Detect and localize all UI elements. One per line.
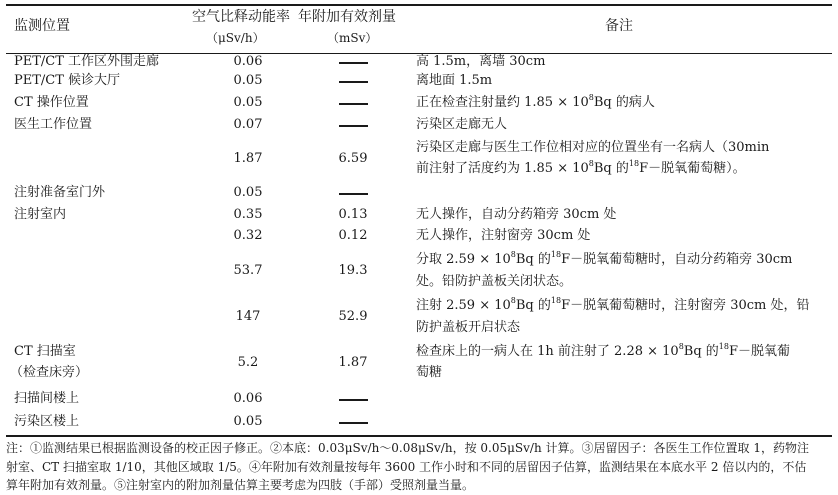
row-rate: 0.05 [233,95,263,110]
row-dose-dash [339,422,368,424]
footnote-line3: 算年附加有效剂量。⑤注射室内的附加剂量估算主要考虑为四肢（手部）受照剂量当量。 [6,478,475,492]
row-dose: 0.13 [338,207,368,222]
row-note: 高 1.5m，离墙 30cm [416,54,546,69]
row-rate: 0.05 [233,73,263,88]
row-rate: 53.7 [233,263,263,278]
footnote-line2: 射室、CT 扫描室取 1/10，其他区域取 1/5。④年附加有效剂量按每年 3600 工作小时和不同的居留因子估算，监测结果在本底水平 2 倍以内的，不估 [6,460,807,474]
row-location: CT 操作位置 [14,95,89,110]
row-rate: 147 [235,309,261,324]
row-note-line1: 注射 $2.59 \times 10^8Bq$ 的$^{18}$F－脱氧葡萄糖时，注射窗旁 30cm 处，铅 [416,296,810,313]
header-annual-dose-unit: （mSv） [327,31,378,45]
row-note: 无人操作，自动分药箱旁 30cm 处 [416,207,617,222]
row-rate: 1.87 [233,151,263,166]
row-note-line1: 污染区走廊与医生工作位相对应的位置坐有一名病人（30min [416,140,770,155]
row-dose: 19.3 [338,263,368,278]
row-location: 污染区楼上 [14,414,80,429]
row-dose-dash [339,103,368,105]
row-note-line1: 检查床上的一病人在 1h 前注射了 $2.28 \times 10^8Bq$ 的$^{18}$F－脱氧葡 [416,342,791,359]
row-rate: 0.35 [233,207,263,222]
row-rate: 0.07 [233,117,263,132]
row-note-line2: 防护盖板开启状态 [416,320,521,335]
row-dose-dash [339,81,368,83]
row-dose-dash [339,125,368,127]
row-location: 注射室内 [14,207,67,222]
header-remarks: 备注 [605,18,633,34]
row-note: 无人操作，注射窗旁 30cm 处 [416,228,591,243]
row-rate: 0.32 [233,228,263,243]
top-rule [6,4,832,6]
header-air-kerma: 空气比释动能率 [192,9,290,25]
bottom-rule [6,435,832,437]
row-rate: 0.05 [233,414,263,429]
header-location: 监测位置 [14,18,70,34]
row-location: 注射准备室门外 [14,185,106,200]
row-location: 扫描间楼上 [14,391,80,406]
row-note-line2: 处。铅防护盖板关闭状态。 [416,274,573,289]
row-rate: 0.05 [233,185,263,200]
row-location: PET/CT 工作区外围走廊 [14,54,160,69]
row-dose-dash [339,399,368,401]
row-rate: 5.2 [237,355,259,370]
row-rate: 0.06 [233,54,263,69]
row-dose-dash [339,193,368,195]
row-dose: 6.59 [338,151,368,166]
row-rate: 0.06 [233,391,263,406]
row-location: 医生工作位置 [14,117,93,132]
row-note: 离地面 1.5m [416,73,493,88]
footnote-line1: 注：①监测结果已根据监测设备的校正因子修正。②本底：0.03μSv/h～0.08μSv/h，按 0.05μSv/h 计算。③居留因子：各医生工作位置取 1，药物注 [6,441,809,455]
row-note-line2: 萄糖 [416,365,443,380]
row-location-line2: （检查床旁） [10,365,89,380]
row-note: 正在检查注射量约 $1.85 \times 10^8Bq$ 的病人 [416,93,655,110]
header-air-kerma-unit: （μSv/h） [206,31,265,45]
row-location-line1: CT 扫描室 [14,344,76,359]
row-dose: 52.9 [338,309,368,324]
row-dose: 1.87 [338,355,368,370]
row-note: 污染区走廊无人 [416,117,508,132]
row-note-line1: 分取 $2.59 \times 10^8Bq$ 的$^{18}$F－脱氧葡萄糖时，自动分药箱旁 30cm [416,250,793,267]
row-note-line2: 前注射了活度约为 $1.85 \times 10^8Bq$ 的$^{18}$F－脱氧葡萄糖）。 [416,159,746,176]
row-dose-dash [339,62,368,64]
row-location: PET/CT 候诊大厅 [14,73,121,88]
header-annual-dose: 年附加有效剂量 [298,9,396,25]
row-dose: 0.12 [338,228,368,243]
